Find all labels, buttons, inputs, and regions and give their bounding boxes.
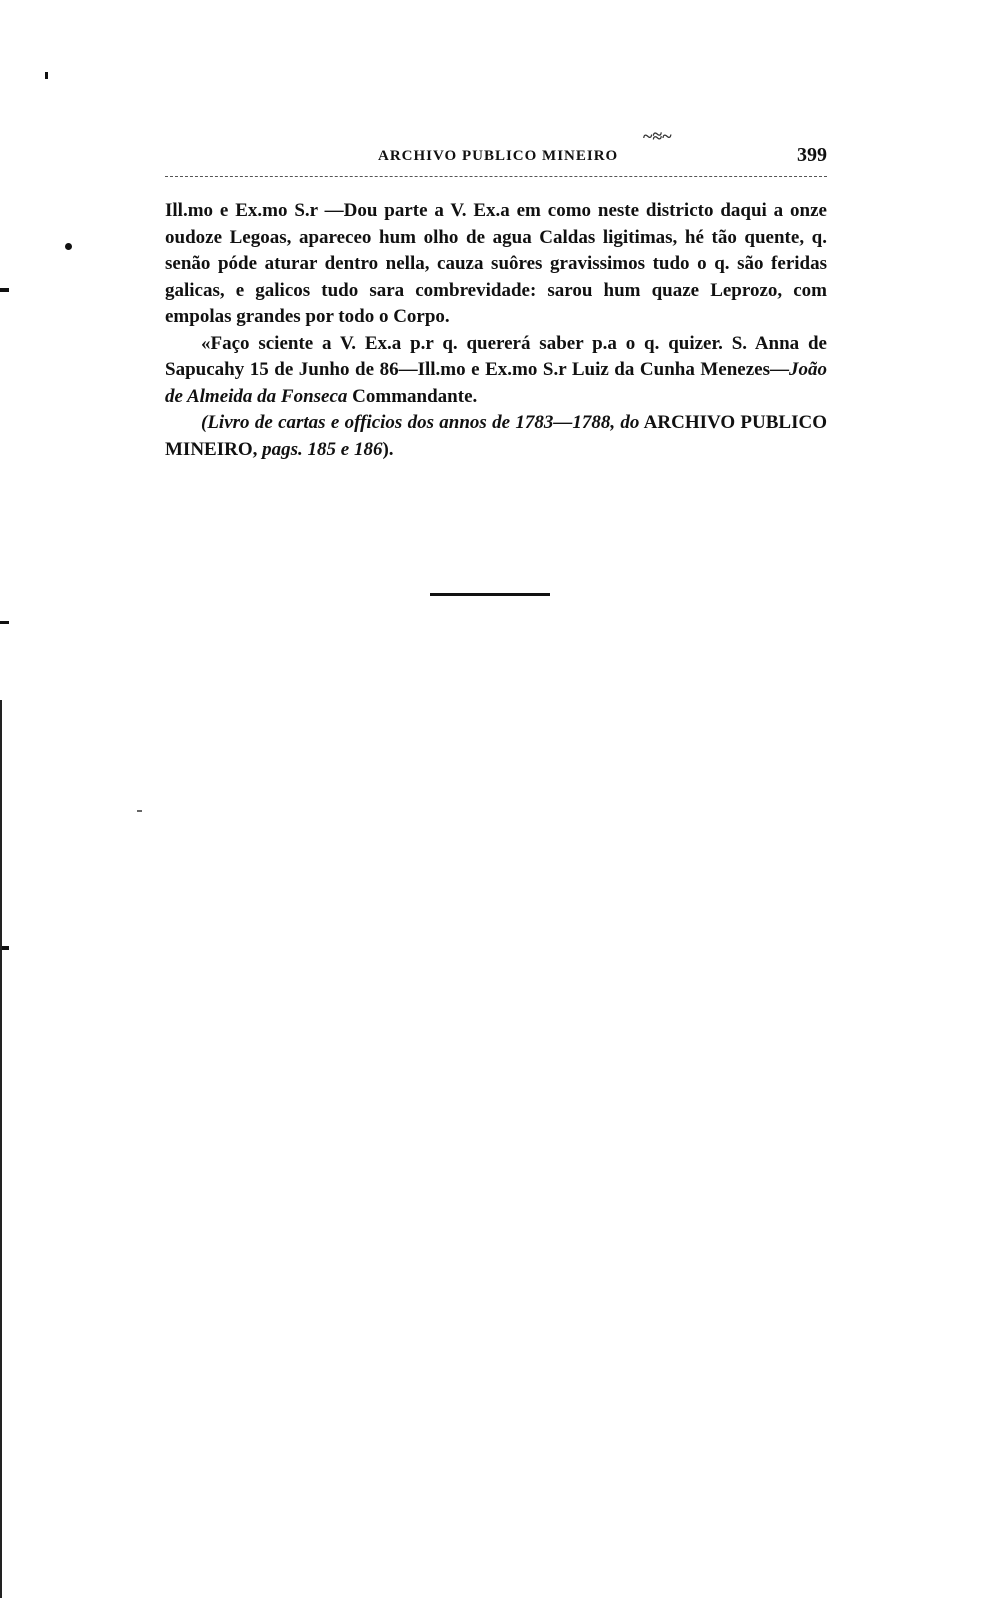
citation-end: ). <box>382 438 394 460</box>
closing-text: «Faço sciente a V. Ex.a p.r q. quererá saber p.a o q. quizer. S. Anna de Sapucahy 15 de Junho de 86—Ill.mo e Ex.mo S.r Luiz da Cunha Menezes— <box>165 332 827 380</box>
scan-speck <box>45 72 48 79</box>
paragraph-letter: Ill.mo e Ex.mo S.r —Dou parte a V. Ex.a em como neste districto daqui a onze oudoze Legoas, apareceo hum olho de agua Caldas ligitimas, hé tão quente, q. senão póde aturar dentro nella, cauza suôres gravissimos tudo o q. são feridas galicas, e galicos tudo sara combrevidade: sarou hum quaze Leprozo, com empolas grandes por todo o Corpo. <box>165 200 827 327</box>
page-number: 399 <box>797 144 827 166</box>
citation-archive: ARCHIVO PUBLICO MINEIRO, <box>165 412 827 460</box>
header-rule <box>165 176 827 177</box>
ornament-mark: ~≈~ <box>643 126 672 146</box>
signature: João de Almeida da Fonseca <box>165 359 827 407</box>
page-header <box>165 126 827 172</box>
running-title: ARCHIVO PUBLICO MINEIRO <box>378 148 619 164</box>
scan-speck <box>137 810 142 812</box>
citation <box>165 410 827 463</box>
body-text <box>165 198 827 463</box>
scan-speck <box>65 243 72 250</box>
scan-edge-line <box>0 700 2 1598</box>
citation-source: (Livro de cartas e officios dos annos de 1783—1788, do <box>201 412 640 433</box>
scan-edge-mark <box>0 621 9 624</box>
section-end-rule <box>430 593 550 596</box>
signature-title: Commandante. <box>347 385 478 407</box>
paragraph-closing <box>165 331 827 411</box>
scan-edge-mark <box>0 288 9 292</box>
citation-pages: pags. 185 e 186 <box>262 438 383 460</box>
